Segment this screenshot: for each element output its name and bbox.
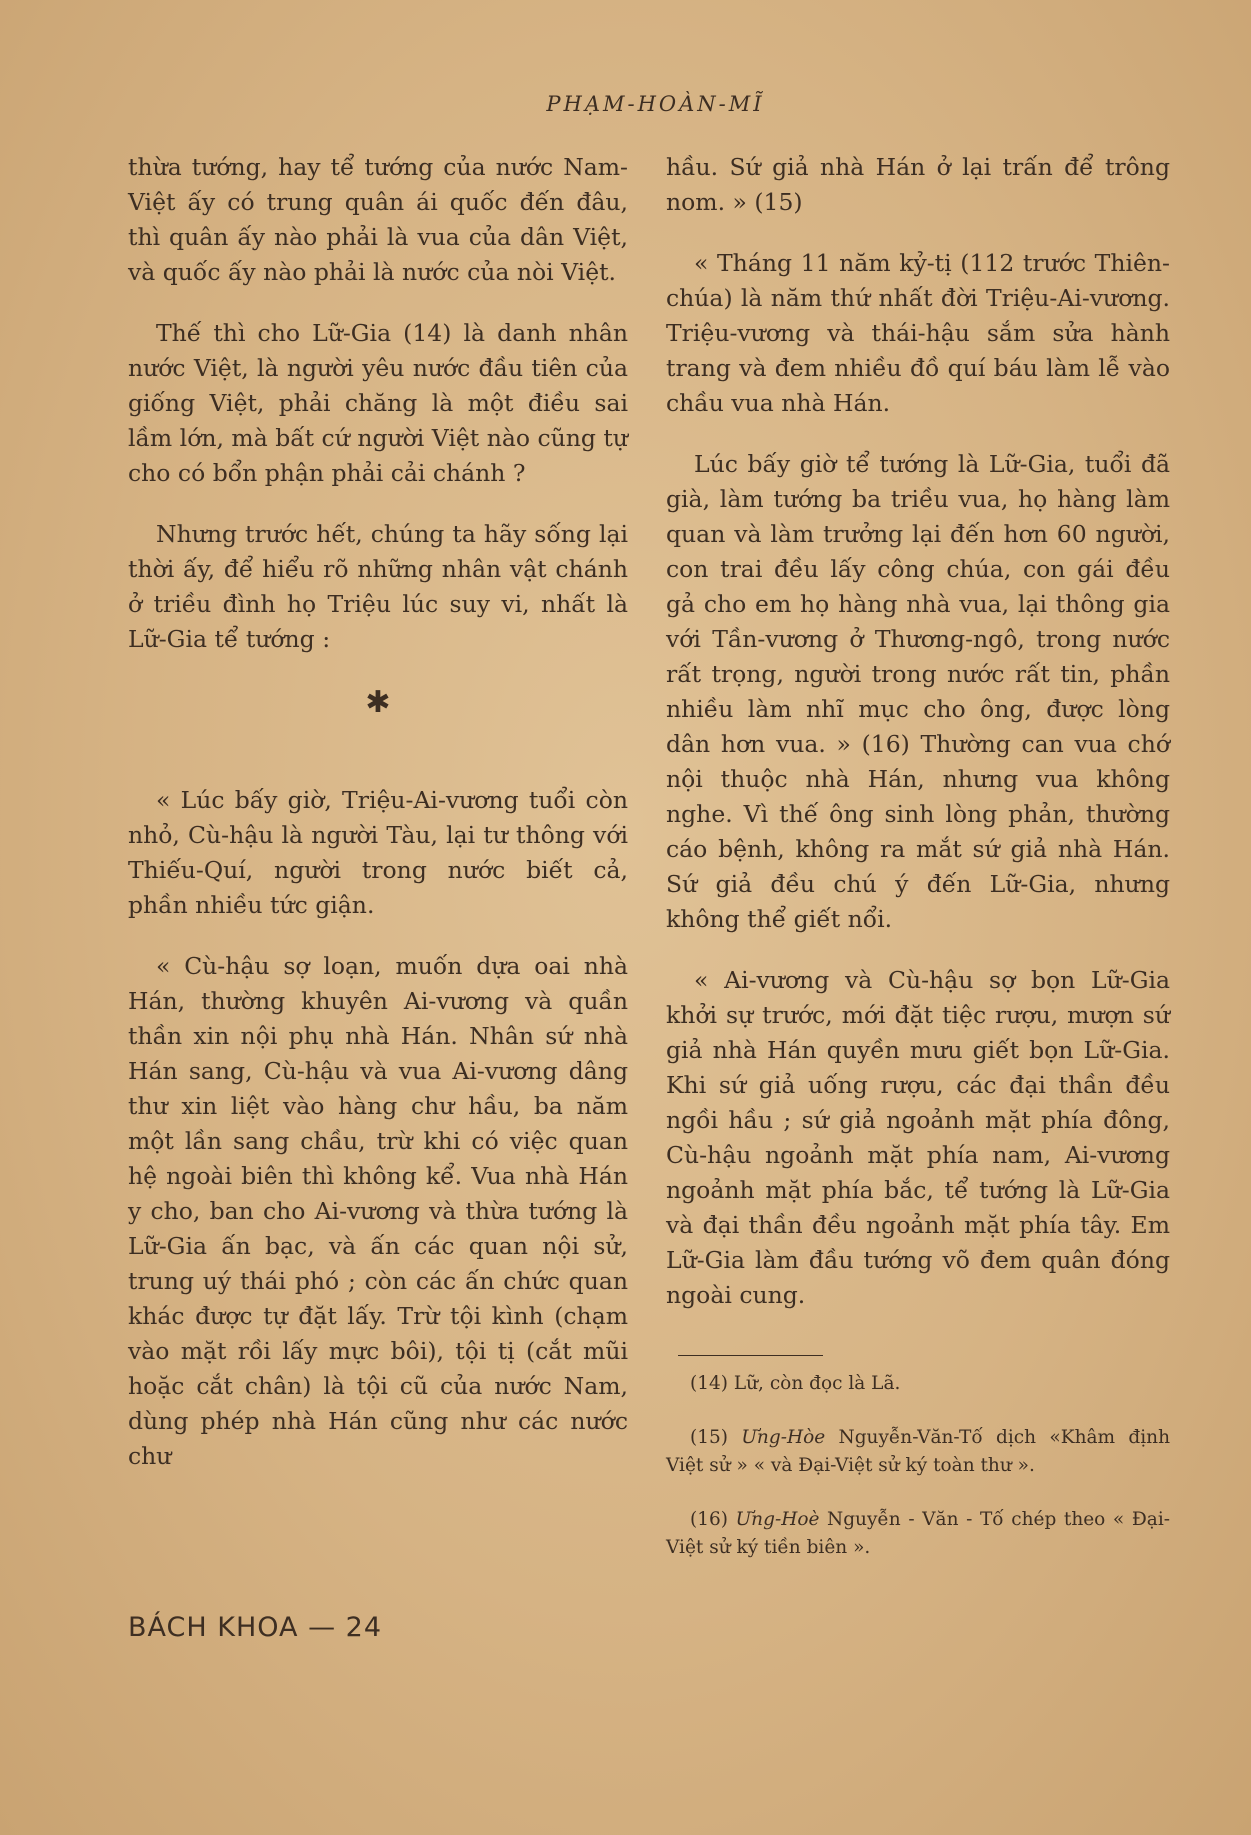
footnote-number: (15) bbox=[690, 1427, 728, 1448]
footnote-text: Nguyễn-Văn-Tố dịch «Khâm định Việt sử » « và Đại-Việt sử ký toàn thư ». bbox=[666, 1427, 1170, 1476]
footnote-author: Ưng-Hòe bbox=[741, 1427, 826, 1448]
paragraph: Thế thì cho Lữ-Gia (14) là danh nhân nước Việt, là người yêu nước đầu tiên của giống Việt, phải chăng là một điều sai lầm lớn, mà bất cứ người Việt nào cũng tự cho có bổn phận phải cải chánh ? bbox=[128, 319, 628, 487]
quote-paragraph: « Cù-hậu sợ loạn, muốn dựa oai nhà Hán, thường khuyên Ai-vương và quần thần xin nội phụ nhà Hán. Nhân sứ nhà Hán sang, Cù-hậu và vua Ai-vương dâng thư xin liệt vào hàng chư hầu, ba năm một lần sang chầu, trừ khi có việc quan hệ ngoài biên thì không kể. Vua nhà Hán y cho, ban cho Ai-vương và thừa tướng là Lữ-Gia ấn bạc, và ấn các quan nội sử, trung uý thái phó ; còn các ấn chức quan khác được tự đặt lấy. Trừ tội kình (chạm vào mặt rồi lấy mực bôi), tội tị (cắt mũi hoặc cắt chân) là tội cũ của nước Nam, dùng phép nhà Hán cũng như các nước chư bbox=[128, 952, 628, 1470]
paragraph: « Ai-vương và Cù-hậu sợ bọn Lữ-Gia khởi sự trước, mới đặt tiệc rượu, mượn sứ giả nhà Hán quyền mưu giết bọn Lữ-Gia. Khi sứ giả uống rượu, các đại thần đều ngồi hầu ; sứ giả ngoảnh mặt phía đông, Cù-hậu ngoảnh mặt phía nam, Ai-vương ngoảnh mặt phía bắc, tể tướng là Lữ-Gia và đại thần đều ngoảnh mặt phía tây. Em Lữ-Gia làm đầu tướng võ đem quân đóng ngoài cung. bbox=[666, 966, 1170, 1309]
paragraph: Nhưng trước hết, chúng ta hãy sống lại thời ấy, để hiểu rõ những nhân vật chánh ở triều đình họ Triệu lúc suy vi, nhất là Lữ-Gia tể tướng : bbox=[128, 520, 628, 653]
footnote-author: Ưng-Hoè bbox=[735, 1509, 820, 1530]
footnote-number: (16) bbox=[690, 1509, 728, 1530]
footnote-15 bbox=[666, 1424, 1170, 1480]
running-head: PHẠM-HOÀN-MĨ bbox=[546, 92, 765, 116]
section-ornament: ✱ bbox=[365, 685, 391, 720]
footnote-14: (14) Lữ, còn đọc là Lã. bbox=[690, 1373, 901, 1394]
page-footer: BÁCH KHOA — 24 bbox=[128, 1612, 383, 1643]
footnote-text: Nguyễn - Văn - Tố chép theo « Đại-Việt sử ký tiền biên ». bbox=[666, 1509, 1170, 1558]
left-column bbox=[128, 150, 628, 1500]
paragraph: « Tháng 11 năm kỷ-tị (112 trước Thiên-chúa) là năm thứ nhất đời Triệu-Ai-vương. Triệu-vương và thái-hậu sắm sửa hành trang và đem nhiều đồ quí báu làm lễ vào chầu vua nhà Hán. bbox=[666, 249, 1170, 417]
right-column bbox=[666, 150, 1170, 1588]
footnote-divider bbox=[678, 1355, 823, 1356]
quote-paragraph: « Lúc bấy giờ, Triệu-Ai-vương tuổi còn nhỏ, Cù-hậu là người Tàu, lại tư thông với Thiếu-Quí, người trong nước biết cả, phần nhiều tức giận. bbox=[128, 786, 628, 919]
footnote-16 bbox=[666, 1506, 1170, 1562]
paragraph: hầu. Sứ giả nhà Hán ở lại trấn để trông nom. » (15) bbox=[666, 153, 1170, 216]
paragraph: thừa tướng, hay tể tướng của nước Nam-Việt ấy có trung quân ái quốc đến đâu, thì quân ấy nào phải là vua của dân Việt, và quốc ấy nào phải là nước của nòi Việt. bbox=[128, 153, 628, 286]
paragraph: Lúc bấy giờ tể tướng là Lữ-Gia, tuổi đã già, làm tướng ba triều vua, họ hàng làm quan và làm trưởng lại đến hơn 60 người, con trai đều lấy công chúa, con gái đều gả cho em họ hàng nhà vua, lại thông gia với Tần-vương ở Thương-ngô, trong nước rất trọng, người trong nước rất tin, phần nhiều làm nhĩ mục cho ông, được lòng dân hơn vua. » (16) Thường can vua chớ nội thuộc nhà Hán, nhưng vua không nghe. Vì thế ông sinh lòng phản, thường cáo bệnh, không ra mắt sứ giả nhà Hán. Sứ giả đều chú ý đến Lữ-Gia, nhưng không thể giết nổi. bbox=[666, 450, 1170, 933]
